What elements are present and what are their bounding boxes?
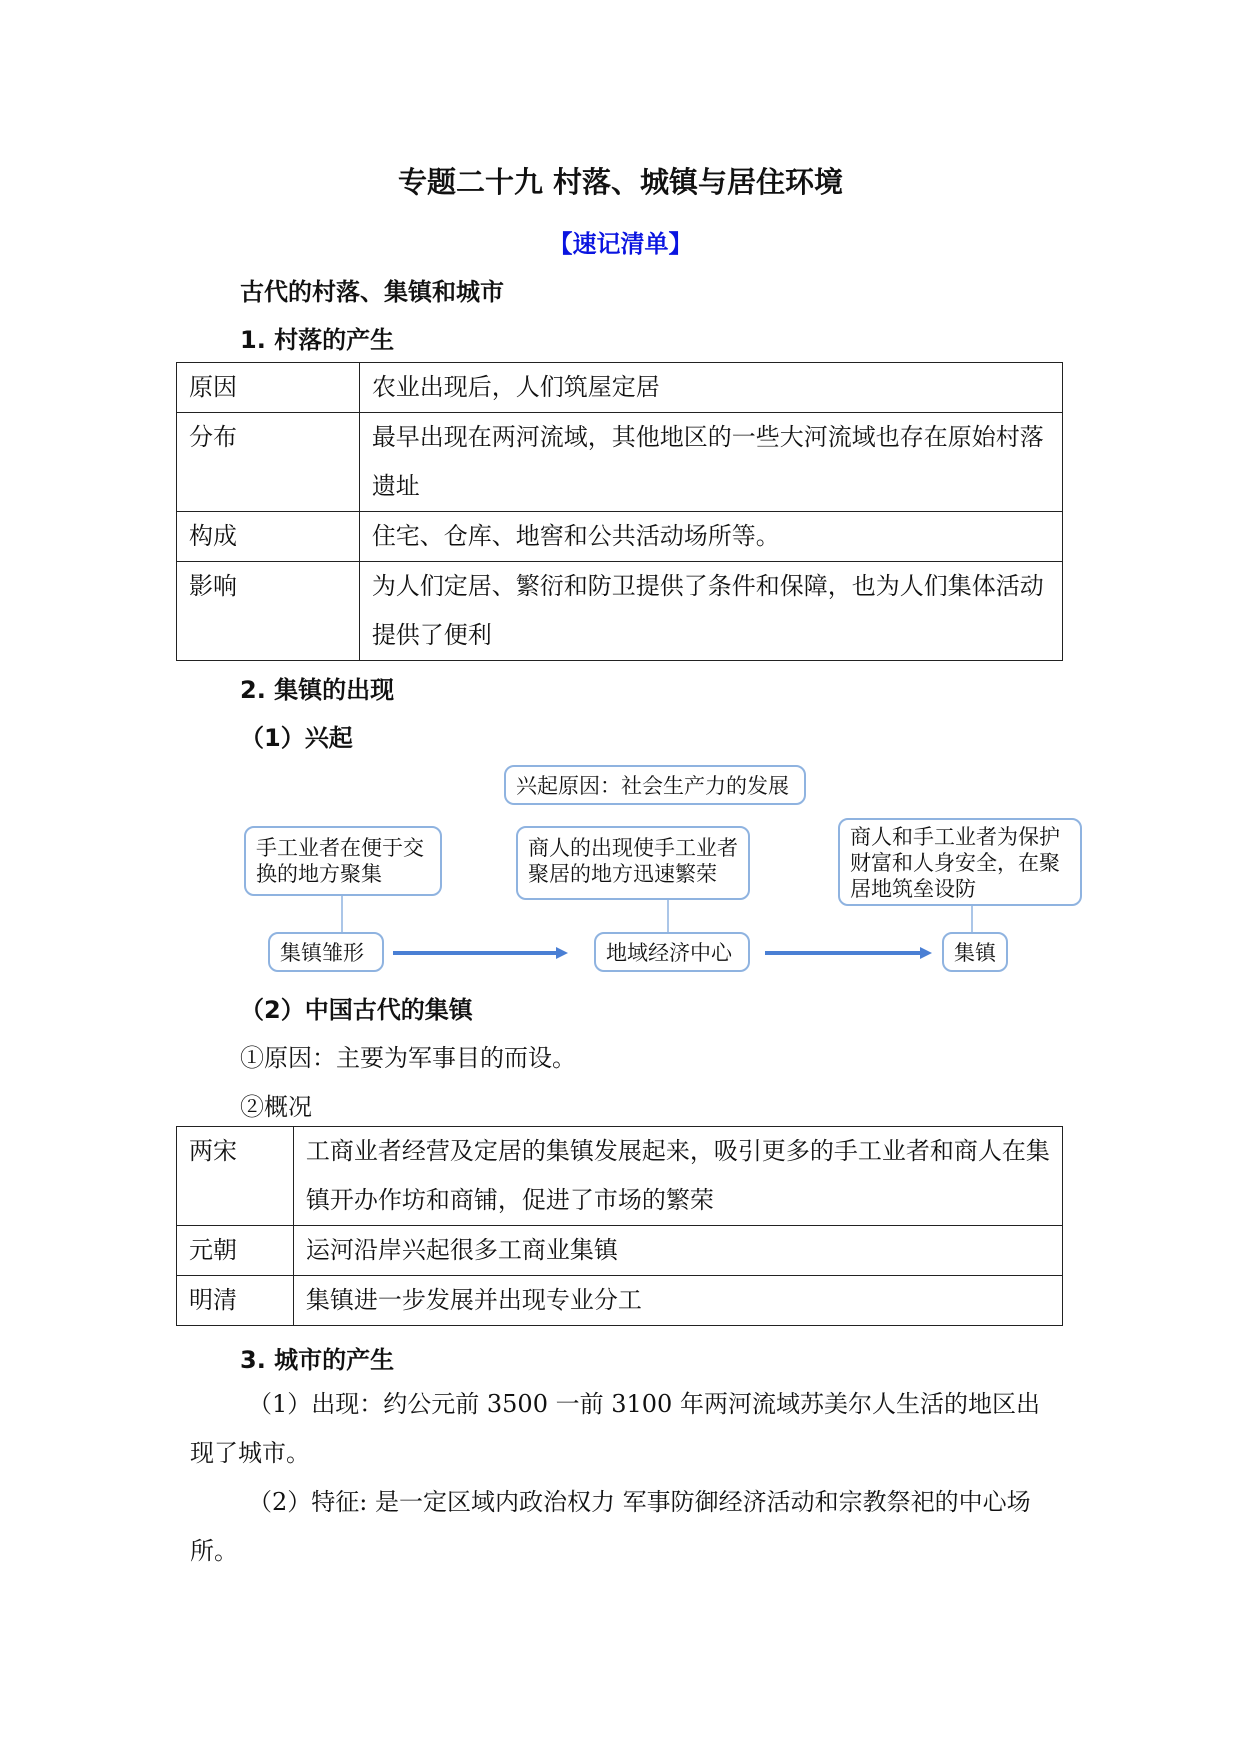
town-table (176, 1126, 1063, 1326)
stage-box-3: 集镇 (942, 932, 1008, 972)
section-main-heading: 古代的村落、集镇和城市 (240, 278, 504, 306)
row-label: 原因 (177, 363, 360, 413)
section2-sub2: （2）中国古代的集镇 (240, 996, 473, 1024)
row-label: 元朝 (177, 1226, 294, 1276)
city-paragraph-2: （2）特征: 是一定区域内政治权力 军事防御经济活动和宗教祭祀的中心场所。 (190, 1488, 1031, 1565)
section1-heading: 1. 村落的产生 (240, 326, 395, 354)
row-text: 最早出现在两河流域，其他地区的一些大河流域也存在原始村落遗址 (359, 413, 1062, 512)
row-label: 明清 (177, 1276, 294, 1326)
section2-sub1: （1）兴起 (240, 724, 353, 752)
row-label: 分布 (177, 413, 360, 512)
row-text: 为人们定居、繁衍和防卫提供了条件和保障，也为人们集体活动提供了便利 (359, 562, 1062, 661)
village-table (176, 362, 1063, 661)
page-subtitle: 【速记清单】 (548, 230, 693, 258)
table-row (177, 1276, 1063, 1326)
desc-box-2: 商人的出现使手工业者聚居的地方迅速繁荣 (516, 826, 750, 900)
table-row (177, 413, 1063, 512)
arrow-head (556, 947, 568, 959)
row-label: 影响 (177, 562, 360, 661)
row-text: 运河沿岸兴起很多工商业集镇 (293, 1226, 1062, 1276)
row-text: 住宅、仓库、地窖和公共活动场所等。 (359, 512, 1062, 562)
section2-heading: 2. 集镇的出现 (240, 676, 395, 704)
table-row (177, 1226, 1063, 1276)
row-text: 集镇进一步发展并出现专业分工 (293, 1276, 1062, 1326)
town-overview-label: ②概况 (240, 1093, 312, 1121)
city-paragraph-1: （1）出现：约公元前 3500 一前 3100 年两河流域苏美尔人生活的地区出现了城市。 (190, 1390, 1040, 1467)
table-row (177, 1127, 1063, 1226)
cause-box: 兴起原因：社会生产力的发展 (504, 765, 806, 805)
row-text: 农业出现后，人们筑屋定居 (359, 363, 1062, 413)
stage-box-1: 集镇雏形 (268, 932, 384, 972)
table-row (177, 562, 1063, 661)
row-text: 工商业者经营及定居的集镇发展起来，吸引更多的手工业者和商人在集镇开办作坊和商铺，促进了市场的繁荣 (293, 1127, 1062, 1226)
row-label: 两宋 (177, 1127, 294, 1226)
table-row (177, 512, 1063, 562)
desc-box-3: 商人和手工业者为保护财富和人身安全，在聚居地筑垒设防 (838, 818, 1082, 906)
arrow-head (920, 947, 932, 959)
section3-heading: 3. 城市的产生 (240, 1346, 395, 1374)
table-row (177, 363, 1063, 413)
stage-box-2: 地域经济中心 (594, 932, 750, 972)
town-reason: ①原因：主要为军事目的而设。 (240, 1044, 576, 1072)
page-title: 专题二十九 村落、城镇与居住环境 (397, 165, 844, 199)
desc-box-1: 手工业者在便于交换的地方聚集 (244, 826, 442, 896)
row-label: 构成 (177, 512, 360, 562)
